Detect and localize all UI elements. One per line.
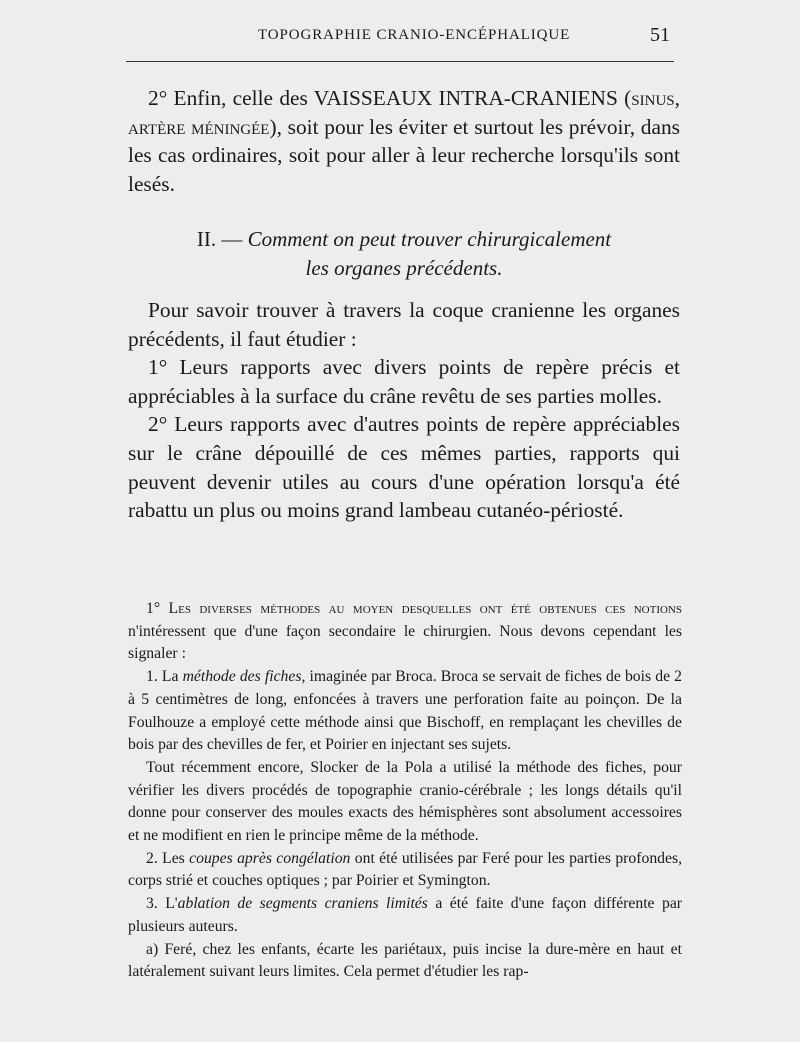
intro-smallcaps: sinus, artère méningée [128,86,680,139]
note-paragraph-5 [128,893,682,938]
main-paragraph-1: Pour savoir trouver à travers la coque cranienne les organes précédents, il faut étudier : [128,298,680,351]
page-number: 51 [650,24,670,46]
note-paragraph-4 [128,848,682,893]
note-1-number: 1° [146,600,169,617]
section-number: II. — [196,227,248,251]
section-heading-line1 [128,225,680,254]
section-title-line1: Comment on peut trouver chirurgicalement [247,227,612,251]
section-heading-line2 [128,254,680,283]
main-paragraph-3: 2° Leurs rapports avec d'autres points de repère appréciables sur le crâne dépouillé de ces mêmes parties, rapports qui peuvent devenir utiles au cours d'une opération lorsqu'a été rabattu un plus ou moins grand lambeau cutanéo-périosté. [128,412,680,523]
note-paragraph-3: Tout récemment encore, Slocker de la Pola a utilisé la méthode des fiches, pour vérifier les divers procédés de topographie cranio-cérébrale ; les longs détails qu'il donne pour conserver des moules exacts des hémisphères sont absolument accessoires et ne modifient en rien le principe même de la méthode. [128,758,682,845]
intro-text-b: ), soit pour les éviter et surtout les prévoir, dans les cas ordinaires, soit pour aller à leur recherche lorsqu'ils sont lesés. [128,114,680,196]
note-5-italic: ablation de segments craniens limités [177,895,428,913]
note-2-text-a: 1. La [146,668,183,686]
section-title-line2: les organes précédents. [305,256,503,280]
note-paragraph-2 [128,666,682,757]
note-1-rest: n'intéressent que d'une façon secondaire le chirurgien. Nous devons cependant les signaler : [128,622,682,663]
main-paragraph-2: 1° Leurs rapports avec divers points de repère précis et appréciables à la surface du crâne revêtu de ses parties molles. [128,355,680,408]
notes-block [128,598,682,984]
note-5-text-a: 3. L' [146,895,178,913]
running-title: TOPOGRAPHIE CRANIO-ENCÉPHALIQUE [258,27,571,43]
note-5-text-b: a été faite d'une façon différente par plusieurs auteurs. [128,895,683,935]
note-4-text-b: ont été utilisées par Feré pour les parties profondes, corps strié et couches optiques ; par Poirier et Symington. [128,849,682,890]
note-2-italic: méthode des fiches [182,668,302,686]
note-paragraph-6: a) Feré, chez les enfants, écarte les pariétaux, puis incise la dure-mère en haut et latéralement suivant leurs limites. Cela permet d'étudier les rap- [128,940,682,981]
intro-paragraph-block [128,84,680,198]
running-head [0,24,800,48]
intro-paragraph [128,84,680,198]
note-2-text-b: , imaginée par Broca. Broca se servait de fiches de bois de 2 à 5 centimètres de long, enfoncées à travers une perforation faite au poinçon. De la Foulhouze a employé cette méthode ainsi que Bischoff, en remplaçant les chevilles de bois par des chevilles de fer, et Poirier en injectant ses sujets. [128,668,682,754]
main-text-block [128,296,680,525]
note-4-italic: coupes après congélation [189,849,351,867]
note-1-smallcaps: Les diverses méthodes au moyen desquelles ont été obtenues ces notions [168,600,682,617]
section-heading [128,225,680,283]
note-4-text-a: 2. Les [146,849,190,867]
header-rule [126,61,674,62]
note-paragraph-1 [128,598,682,666]
intro-text-a: 2° Enfin, celle des VAISSEAUX INTRA-CRANIENS ( [148,86,632,110]
